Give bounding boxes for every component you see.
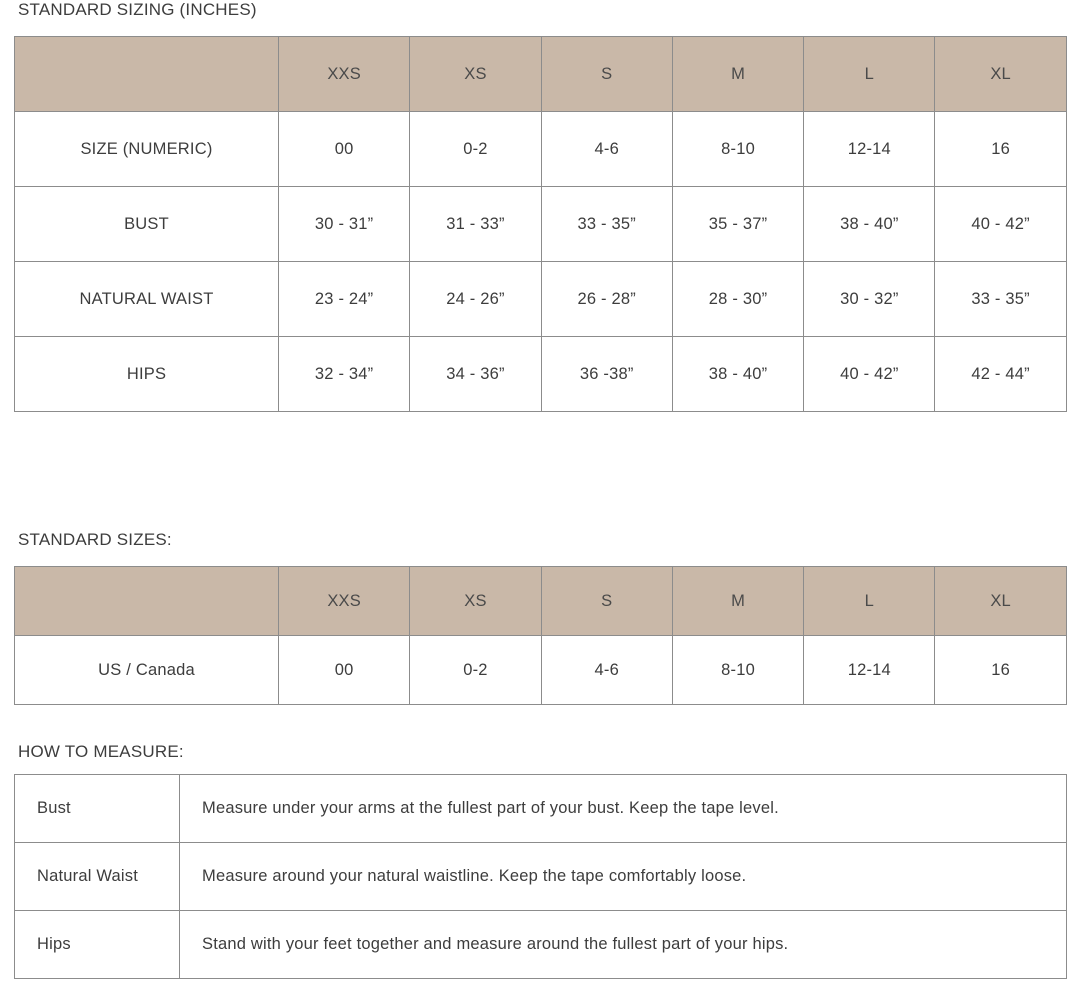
cell: 4-6 xyxy=(541,112,672,187)
table-row xyxy=(15,636,1067,705)
header-cell-l: L xyxy=(804,567,935,636)
table-row xyxy=(15,187,1067,262)
header-cell-xs: XS xyxy=(410,37,541,112)
cell: 8-10 xyxy=(672,112,803,187)
cell: 00 xyxy=(279,112,410,187)
measure-label-hips: Hips xyxy=(15,911,180,979)
cell: 26 - 28” xyxy=(541,262,672,337)
table-row xyxy=(15,775,1067,843)
measure-label-bust: Bust xyxy=(15,775,180,843)
cell: 00 xyxy=(279,636,410,705)
cell: 38 - 40” xyxy=(672,337,803,412)
header-cell-s: S xyxy=(541,567,672,636)
header-cell-xxs: XXS xyxy=(279,567,410,636)
cell: 12-14 xyxy=(804,112,935,187)
header-cell-blank xyxy=(15,37,279,112)
row-label-hips: HIPS xyxy=(15,337,279,412)
table-row xyxy=(15,337,1067,412)
row-label-bust: BUST xyxy=(15,187,279,262)
cell: 23 - 24” xyxy=(279,262,410,337)
how-to-measure-section-title: HOW TO MEASURE: xyxy=(18,742,184,761)
cell: 0-2 xyxy=(410,636,541,705)
table-header-row xyxy=(15,567,1067,636)
cell: 40 - 42” xyxy=(935,187,1066,262)
cell: 34 - 36” xyxy=(410,337,541,412)
cell: 36 -38” xyxy=(541,337,672,412)
cell: 33 - 35” xyxy=(541,187,672,262)
table-row xyxy=(15,843,1067,911)
standard-sizing-table xyxy=(14,36,1067,412)
cell: 32 - 34” xyxy=(279,337,410,412)
cell: 4-6 xyxy=(541,636,672,705)
header-cell-blank xyxy=(15,567,279,636)
row-label-us-canada: US / Canada xyxy=(15,636,279,705)
table-row xyxy=(15,262,1067,337)
header-cell-m: M xyxy=(672,37,803,112)
table-row xyxy=(15,112,1067,187)
cell: 16 xyxy=(935,112,1066,187)
cell: 31 - 33” xyxy=(410,187,541,262)
cell: 42 - 44” xyxy=(935,337,1066,412)
cell: 16 xyxy=(935,636,1066,705)
how-to-measure-table xyxy=(14,774,1067,979)
table-row xyxy=(15,911,1067,979)
header-cell-l: L xyxy=(804,37,935,112)
measure-description-bust: Measure under your arms at the fullest part of your bust. Keep the tape level. xyxy=(180,775,1067,843)
header-cell-s: S xyxy=(541,37,672,112)
cell: 30 - 32” xyxy=(804,262,935,337)
measure-description-natural-waist: Measure around your natural waistline. Keep the tape comfortably loose. xyxy=(180,843,1067,911)
header-cell-xxs: XXS xyxy=(279,37,410,112)
measure-label-natural-waist: Natural Waist xyxy=(15,843,180,911)
measure-description-hips: Stand with your feet together and measure around the fullest part of your hips. xyxy=(180,911,1067,979)
header-cell-xl: XL xyxy=(935,567,1066,636)
cell: 35 - 37” xyxy=(672,187,803,262)
cell: 38 - 40” xyxy=(804,187,935,262)
header-cell-xs: XS xyxy=(410,567,541,636)
cell: 40 - 42” xyxy=(804,337,935,412)
table-header-row xyxy=(15,37,1067,112)
cell: 8-10 xyxy=(672,636,803,705)
standard-sizes-section-title: STANDARD SIZES: xyxy=(18,530,172,549)
cell: 24 - 26” xyxy=(410,262,541,337)
header-cell-m: M xyxy=(672,567,803,636)
cell: 30 - 31” xyxy=(279,187,410,262)
cell: 33 - 35” xyxy=(935,262,1066,337)
row-label-size-numeric: SIZE (NUMERIC) xyxy=(15,112,279,187)
header-cell-xl: XL xyxy=(935,37,1066,112)
cell: 12-14 xyxy=(804,636,935,705)
cell: 0-2 xyxy=(410,112,541,187)
row-label-natural-waist: NATURAL WAIST xyxy=(15,262,279,337)
standard-sizes-table xyxy=(14,566,1067,705)
sizing-section-title: STANDARD SIZING (INCHES) xyxy=(18,0,257,19)
cell: 28 - 30” xyxy=(672,262,803,337)
